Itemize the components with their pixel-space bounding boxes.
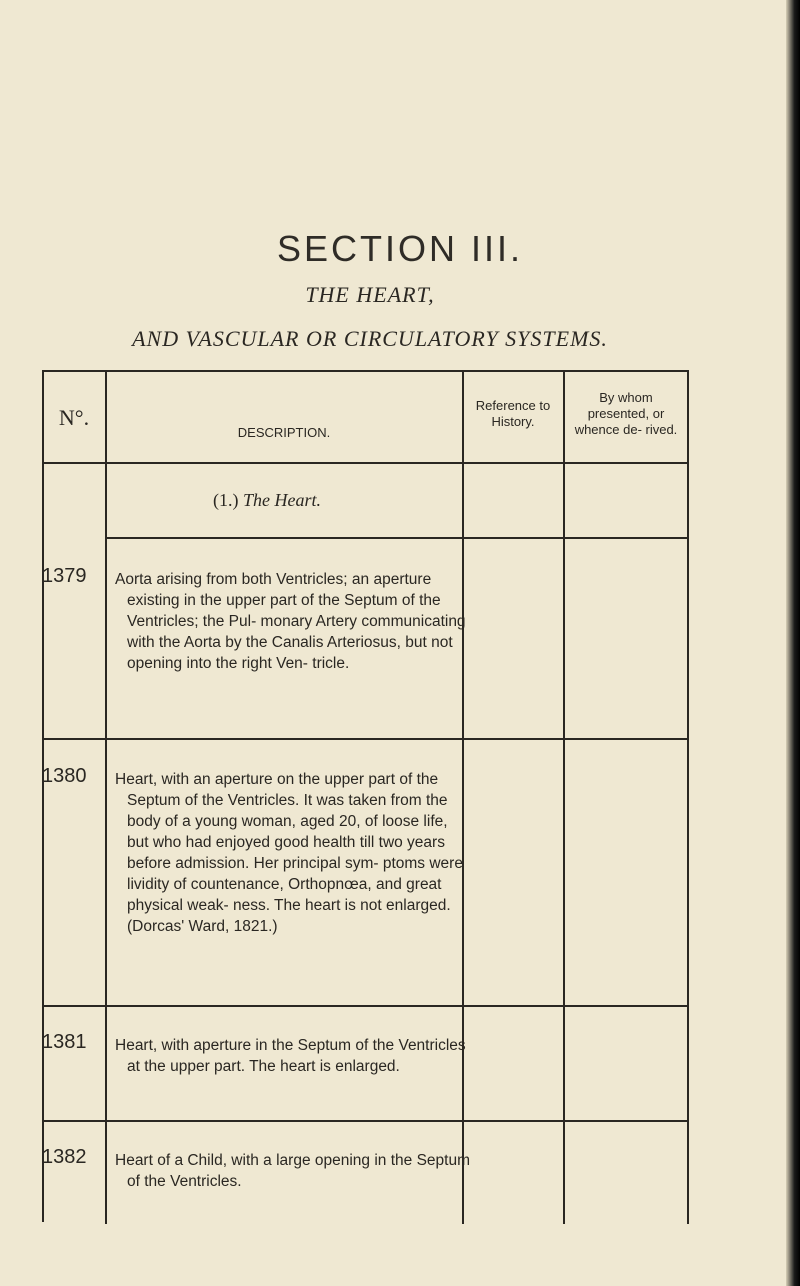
subheading-title: The Heart. bbox=[243, 490, 321, 510]
entry-description: Heart, with aperture in the Septum of the Ventricles at the upper part. The heart is enlarged. bbox=[115, 1037, 466, 1075]
header-description: DESCRIPTION. bbox=[237, 425, 331, 440]
subheading-number: (1.) bbox=[213, 490, 239, 510]
subtitle-heart: THE HEART, bbox=[305, 282, 435, 307]
entry-number: 1381 bbox=[42, 1031, 87, 1053]
entry-number: 1382 bbox=[42, 1146, 87, 1168]
entry-description: Heart of a Child, with a large opening in the Septum of the Ventricles. bbox=[115, 1152, 470, 1190]
subtitle-systems: AND VASCULAR OR CIRCULATORY SYSTEMS. bbox=[132, 326, 608, 351]
header-presented-by: By whom presented, or whence de- rived. bbox=[574, 390, 678, 437]
entry-description: Heart, with an aperture on the upper part of the Septum of the Ventricles. It was taken from the body of a young woman, aged 20, of loose life, but who had enjoyed good health till two years before admission. Her principal sym- ptoms were lividity of countenance, Orthopnœa, and great physical weak- ness. The heart is not enlarged. (Dorcas' Ward, 1821.) bbox=[115, 771, 463, 935]
header-number: N°. bbox=[58, 405, 90, 430]
entry-number: 1380 bbox=[42, 765, 87, 787]
entry-number: 1379 bbox=[42, 565, 87, 587]
header-reference: Reference to History. bbox=[475, 398, 551, 429]
subheading bbox=[213, 490, 321, 511]
page-edge bbox=[786, 0, 800, 1286]
section-title: SECTION III. bbox=[276, 228, 524, 269]
entry-description: Aorta arising from both Ventricles; an aperture existing in the upper part of the Septum of the Ventricles; the Pul- monary Artery communicating with the Aorta by the Canalis Arteriosus, but not opening into the right Ven- tricle. bbox=[115, 571, 466, 672]
